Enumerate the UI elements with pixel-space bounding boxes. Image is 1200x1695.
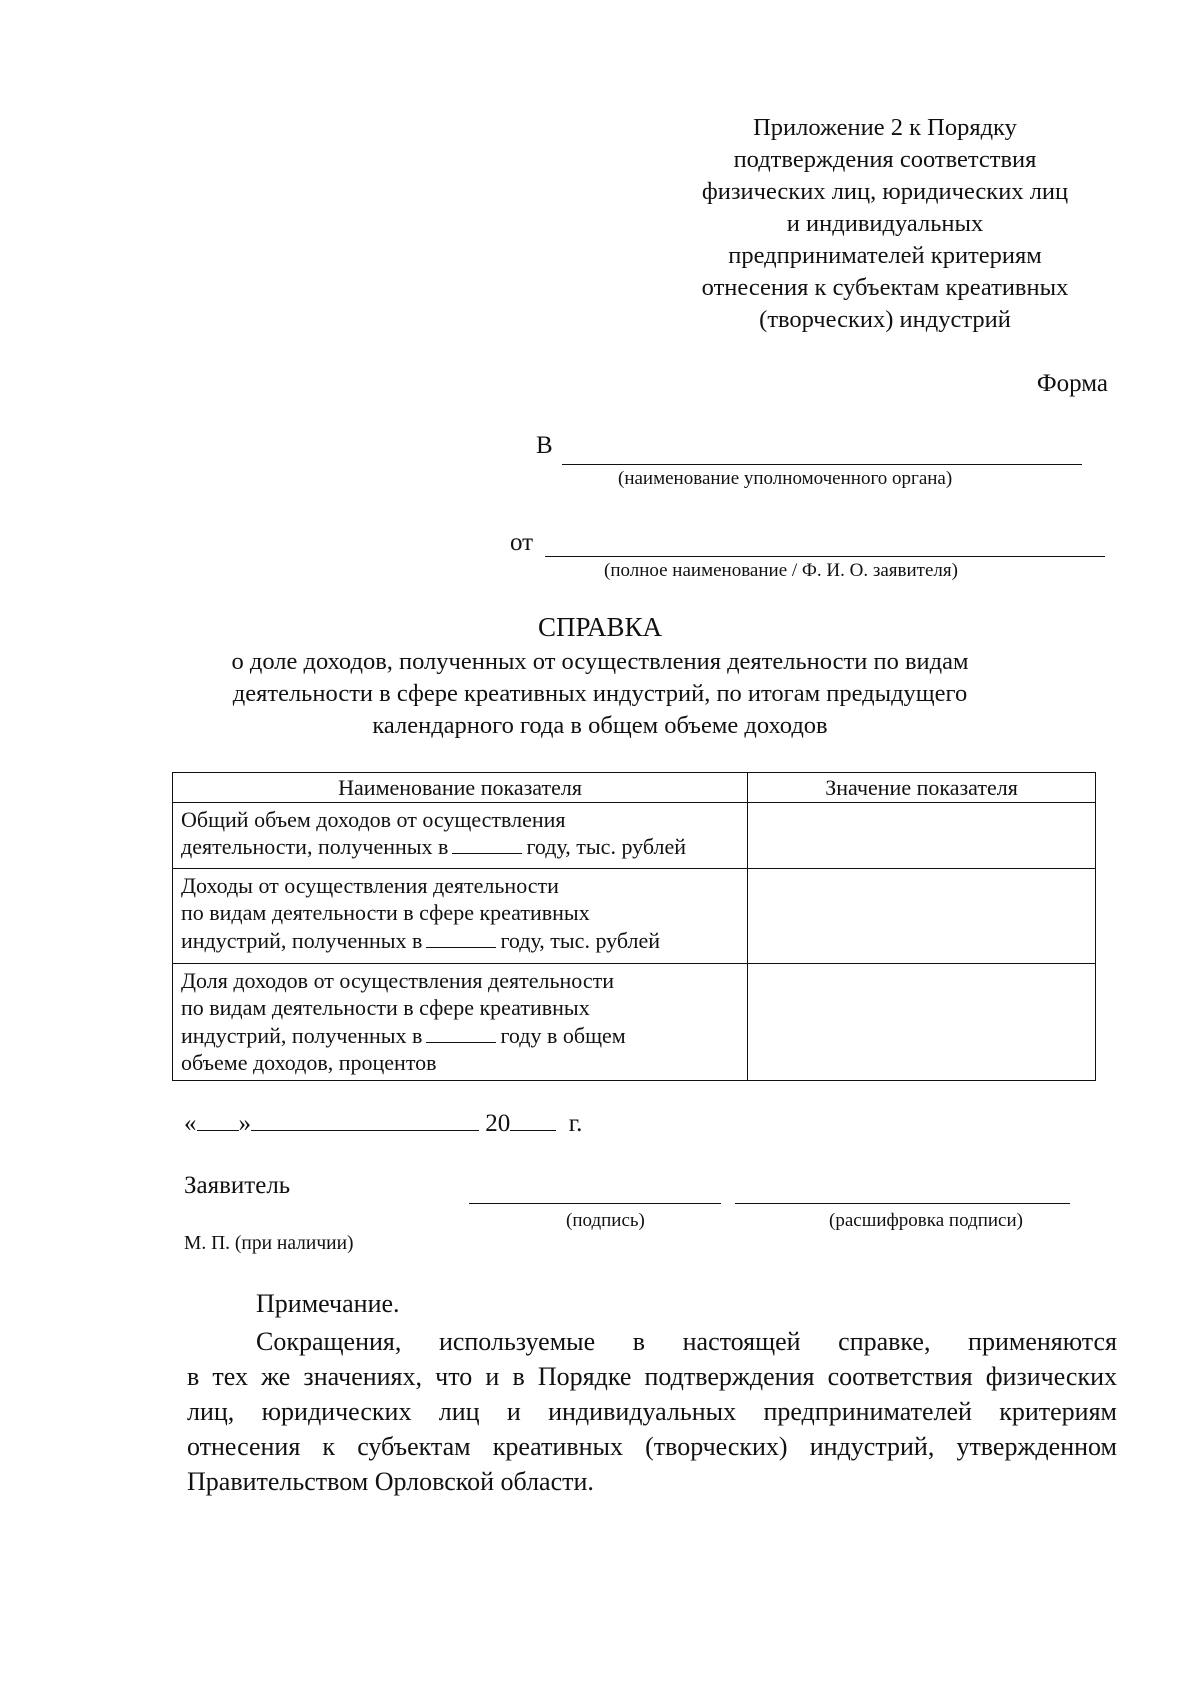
indicator-line: по видам деятельности в сфере креативных — [181, 995, 590, 1020]
from-prefix: от — [510, 529, 534, 556]
indicator-line: Общий объем доходов от осуществления — [181, 806, 566, 832]
open-quote: « — [184, 1110, 197, 1137]
appendix-line: Приложение 2 к Порядку — [753, 114, 1017, 141]
date-line — [184, 1110, 582, 1138]
indicator-name — [173, 963, 748, 1080]
appendix-line: физических лиц, юридических лиц — [701, 178, 1069, 205]
subtitle-line: о доле доходов, полученных от осуществления деятельности по видам — [231, 648, 969, 675]
appendix-line: подтверждения соответствия — [733, 146, 1037, 173]
indicators-table — [172, 772, 1096, 1081]
note-text — [187, 1324, 1117, 1499]
note-line: лиц, юридических лиц и индивидуальных предпринимателей критериям — [187, 1397, 1117, 1426]
appendix-line: (творческих) индустрий — [759, 306, 1011, 333]
table-row — [173, 963, 1096, 1080]
year-field[interactable] — [426, 1024, 496, 1043]
appendix-header — [650, 112, 1120, 336]
note-line: Сокращения, используемые в настоящей справке, применяются — [256, 1327, 1117, 1356]
applicant-label: Заявитель — [184, 1172, 291, 1199]
year-unit: г. — [568, 1110, 583, 1137]
to-prefix: В — [536, 432, 553, 459]
appendix-line: отнесения к субъектам креативных — [701, 274, 1069, 301]
signature-hint: (подпись) — [566, 1210, 645, 1231]
appendix-line: и индивидуальных — [786, 210, 984, 237]
appendix-line: предпринимателей критериям — [728, 242, 1042, 269]
document-subtitle — [150, 646, 1050, 742]
note-title: Примечание. — [256, 1289, 400, 1318]
indicator-line: Доходы от осуществления деятельности — [181, 872, 559, 898]
table-header-row — [173, 773, 1096, 803]
note-line: отнесения к субъектам креативных (творческих) индустрий, утвержденном — [187, 1432, 1117, 1461]
close-quote: » — [238, 1110, 251, 1137]
applicant-name-field[interactable] — [545, 556, 1105, 557]
seal-label: М. П. (при наличии) — [184, 1233, 354, 1254]
subtitle-line: календарного года в общем объеме доходов — [372, 712, 828, 739]
indicator-line: объеме доходов, процентов — [181, 1050, 437, 1075]
applicant-hint: (полное наименование / Ф. И. О. заявителя) — [604, 560, 958, 581]
indicator-line: индустрий, полученных в году, тыс. рублей — [181, 927, 661, 953]
indicator-value-cell[interactable] — [748, 802, 1096, 868]
indicator-value-cell[interactable] — [748, 868, 1096, 963]
indicator-line: деятельности, полученных в году, тыс. рублей — [181, 834, 687, 859]
indicator-name — [173, 802, 748, 868]
authority-hint: (наименование уполномоченного органа) — [618, 468, 953, 489]
note-line: в тех же значениях, что и в Порядке подтверждения соответствия физических — [187, 1362, 1117, 1391]
day-field[interactable] — [197, 1110, 239, 1131]
document-title: СПРАВКА — [537, 612, 663, 642]
decoding-hint: (расшифровка подписи) — [829, 1210, 1023, 1231]
indicator-value-cell[interactable] — [748, 963, 1096, 1080]
form-label: Форма — [1036, 370, 1108, 397]
table-row — [173, 868, 1096, 963]
year-field[interactable] — [426, 929, 496, 948]
indicator-line: по видам деятельности в сфере креативных — [181, 900, 590, 925]
month-field[interactable] — [251, 1110, 479, 1131]
table-row — [173, 802, 1096, 868]
signature-decoding-field[interactable] — [735, 1203, 1070, 1204]
authority-name-field[interactable] — [562, 464, 1082, 465]
year-field[interactable] — [452, 835, 522, 854]
indicator-line: Доля доходов от осуществления деятельности — [181, 967, 614, 993]
signature-field[interactable] — [469, 1203, 721, 1204]
note-line: Правительством Орловской области. — [187, 1467, 594, 1496]
header-indicator-name: Наименование показателя — [173, 773, 748, 803]
subtitle-line: деятельности в сфере креативных индустрий, по итогам предыдущего — [232, 680, 968, 707]
year-suffix-field[interactable] — [510, 1110, 556, 1131]
indicator-name — [173, 868, 748, 963]
year-prefix: 20 — [485, 1110, 511, 1137]
indicator-line: индустрий, полученных в году в общем — [181, 1022, 626, 1048]
header-indicator-value: Значение показателя — [748, 773, 1096, 803]
